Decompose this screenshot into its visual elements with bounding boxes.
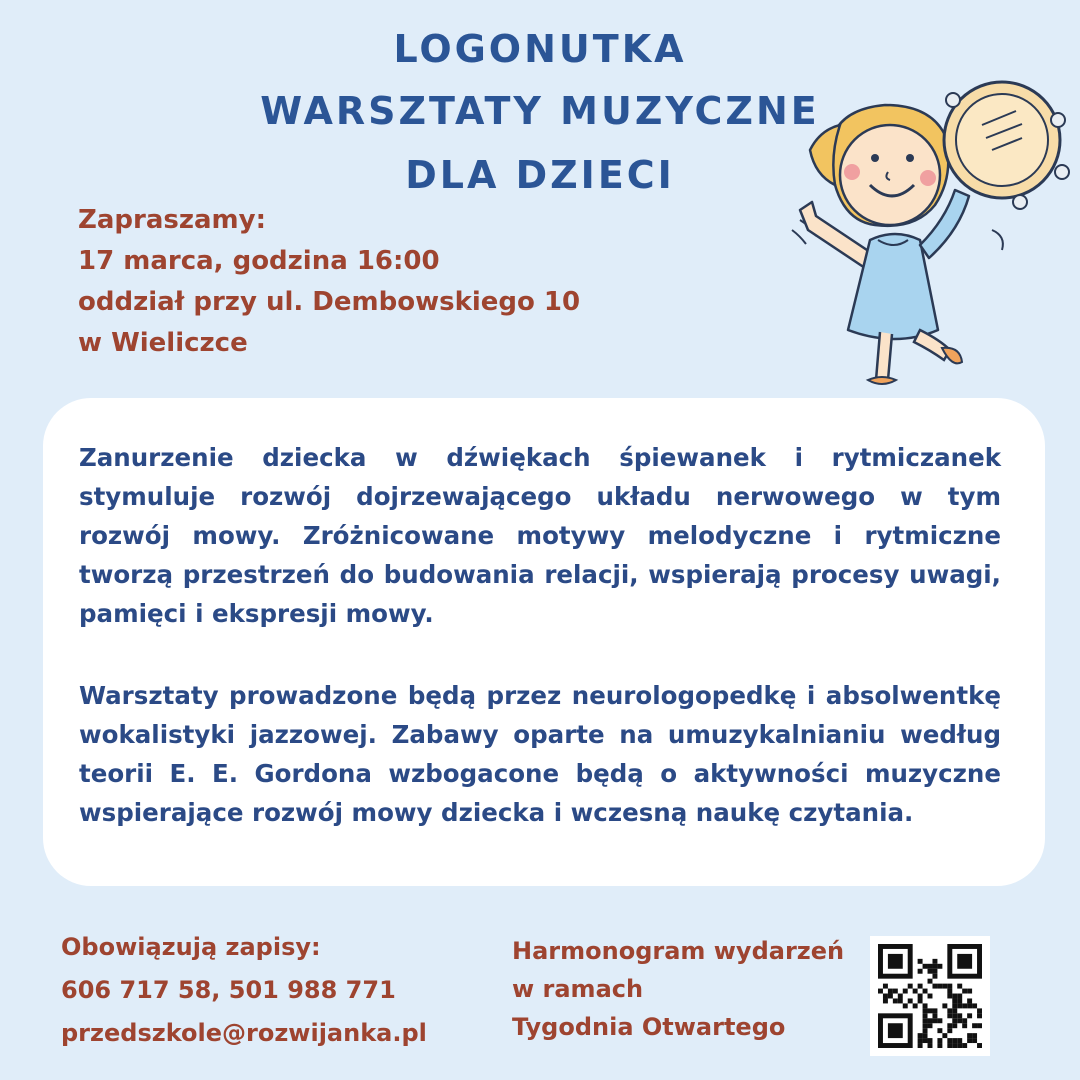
schedule-line-3: Tygodnia Otwartego: [512, 1013, 786, 1041]
invite-address: oddział przy ul. Dembowskiego 10: [78, 287, 581, 317]
invite-date: 17 marca, godzina 16:00: [78, 246, 440, 276]
description-paragraph-2: Warsztaty prowadzone będą przez neurologopedkę i absolwentkę wokalistyki jazzowej. Zabawy oparte na umuzykalnianiu według teorii E. E. Gordona wzbogacone będą o aktywności muzyczne wspierające rozwój mowy dziecka i wczesną naukę czytania.: [79, 681, 1001, 827]
enrollment-label: Obowiązują zapisy:: [61, 933, 321, 961]
title-logonutka: LOGONUTKA: [393, 27, 687, 71]
invitation-block: [78, 200, 580, 364]
schedule-block: [512, 932, 844, 1046]
schedule-line-2: w ramach: [512, 975, 644, 1003]
description-paragraph-1: Zanurzenie dziecka w dźwiękach śpiewanek i rytmiczanek stymuluje rozwój dojrzewającego układu nerwowego w tym rozwój mowy. Zróżnicowane motywy melodyczne i rytmiczne tworzą przestrzeń do budowania relacji, wspierają procesy uwagi, pamięci i ekspresji mowy.: [79, 443, 1001, 628]
enrollment-phones: 606 717 58, 501 988 771: [61, 976, 396, 1004]
qr-code[interactable]: [870, 936, 990, 1056]
girl-with-tambourine-illustration: [770, 80, 1080, 400]
enrollment-email: przedszkole@rozwijanka.pl: [61, 1019, 427, 1047]
title-workshops: WARSZTATY MUZYCZNE: [260, 89, 820, 133]
enrollment-block: [61, 926, 427, 1055]
title-for-children: DLA DZIECI: [405, 153, 675, 197]
invite-heading: Zapraszamy:: [78, 205, 266, 235]
schedule-line-1: Harmonogram wydarzeń: [512, 937, 845, 965]
invite-city: w Wieliczce: [78, 328, 248, 358]
